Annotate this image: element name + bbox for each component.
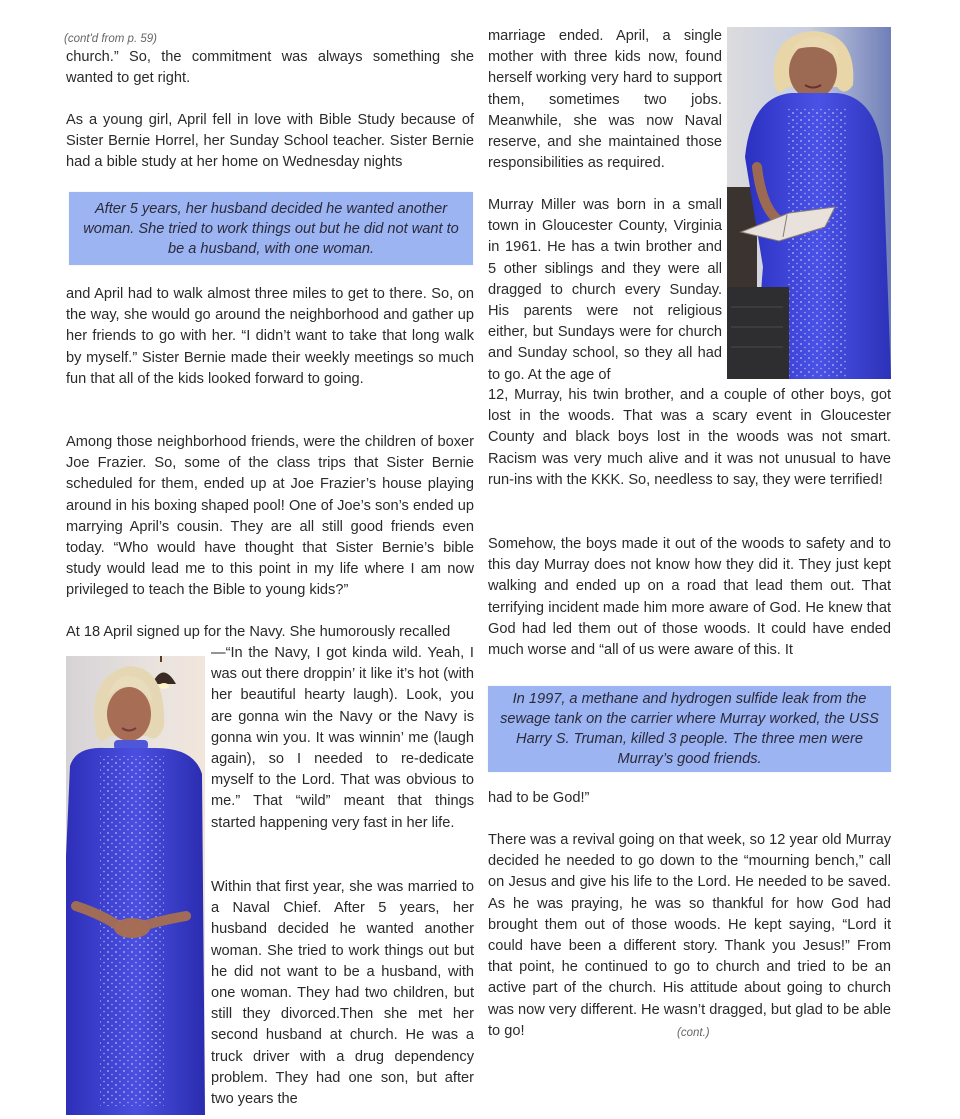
right-paragraph-5: had to be God!”	[488, 790, 590, 806]
right-paragraph-3: 12, Murray, his twin brother, and a couple of other boys, got lost in the woods. That was a scary event in Gloucester County and black boys lost in the woods was not smart. Racism was very much alive and it was not unusual to have run-ins with the KKK. So, needless to say, they were terrified!	[488, 387, 891, 488]
left-paragraph-4: Among those neighborhood friends, were the children of boxer Joe Frazier. So, some of the class trips that Sister Bernie scheduled for them, ended up at Joe Frazier’s house playing around in his boxing shaped pool! One of Joe’s son’s ended up marrying April’s cousin. They are all still good friends even today. “Who would have thought that Sister Bernie’s bible study would lead me to this point in my life where I am now privileged to teach the Bible to young kids?”	[66, 434, 474, 599]
left-paragraph-7: Within that first year, she was married to a Naval Chief. After 5 years, her husband decided he wanted another woman. She tried to work things out but he did not want to be a husband, with one woman. They had two children, but still they divorced.Then she met her second husband at church. He was a truck driver with a drug dependency problem. They had one son, but after two years the	[211, 879, 474, 1108]
left-paragraph-5: At 18 April signed up for the Navy. She humorously recalled	[66, 624, 451, 640]
photo-standing-woman	[66, 656, 205, 1115]
pull-quote-right-text: In 1997, a methane and hydrogen sulfide leak from the sewage tank on the carrier where Murray worked, the USS Harry S. Truman, killed 3 people. The three men were Murray’s good friends.	[500, 691, 879, 767]
left-paragraph-1: church.” So, the commitment was always something she wanted to get right.	[66, 49, 474, 87]
photo-seated-woman	[727, 27, 891, 379]
pull-quote-left-text: After 5 years, her husband decided he wanted another woman. She tried to work things out but he did not want to be a husband, with one woman.	[83, 200, 459, 257]
standing-woman-image	[66, 656, 205, 1115]
right-paragraph-2: Murray Miller was born in a small town in Gloucester County, Virginia in 1961. He has a twin brother and 5 other siblings and they were all dragged to church every Sunday. His parents were not religious either, but Sundays were for church and Sunday school, so they all had to go. At the age of	[488, 197, 722, 383]
right-paragraph-4: Somehow, the boys made it out of the woods to safety and to this day Murray does not know how they did it. They just kept walking and ended up on a road that lead them out. That terrifying incident made him more aware of God. He knew that God had led them out of those woods. It could have ended much worse and “all of us were aware of this. It	[488, 536, 891, 659]
left-paragraph-2: As a young girl, April fell in love with Bible Study because of Sister Bernie Horrel, her Sunday School teacher. Sister Bernie had a bible study at her home on Wednesday nights	[66, 112, 474, 171]
pull-quote-left	[69, 192, 473, 265]
continued-note: (cont.)	[677, 1027, 710, 1039]
continued-from-note: (cont'd from p. 59)	[64, 33, 157, 45]
left-paragraph-3: and April had to walk almost three miles to get to there. So, on the way, she would go around the neighborhood and gather up her friends to go with her. “I didn’t want to take that long walk by myself.” Sister Bernie made their weekly meetings so much fun that all of the kids looked forward to going.	[66, 286, 474, 387]
seated-woman-image	[727, 27, 891, 379]
right-paragraph-6: There was a revival going on that week, so 12 year old Murray decided he needed to go down to the “mourning bench,” call on Jesus and give his life to the Lord. He needed to be saved. As he was praying, he was so thankful for how God had brought them out of those woods. He kept saying, “Lord it could have been a different story. Thank you Jesus!” From that point, he continued to go to church and tried to be an active part of the church. His attitude about going to church was now very different. He wasn’t dragged, but glad to be able to go!	[488, 832, 891, 1039]
pull-quote-right	[488, 686, 891, 772]
right-paragraph-1: marriage ended. April, a single mother with three kids now, found herself working very hard to support them, sometimes two jobs. Meanwhile, she was now Naval reserve, and she maintained those responsibilities as required.	[488, 28, 722, 172]
left-paragraph-6: —“In the Navy, I got kinda wild. Yeah, I was out there droppin’ it like it’s hot (with her beautiful hearty laugh). Look, you are gonna win the Navy or the Navy is gonna win you. It was winnin’ me (laugh again), so I needed to re-dedicate myself to the Lord. That was obvious to me.” That “wild” meant that things started happening very fast in her life.	[211, 645, 474, 831]
